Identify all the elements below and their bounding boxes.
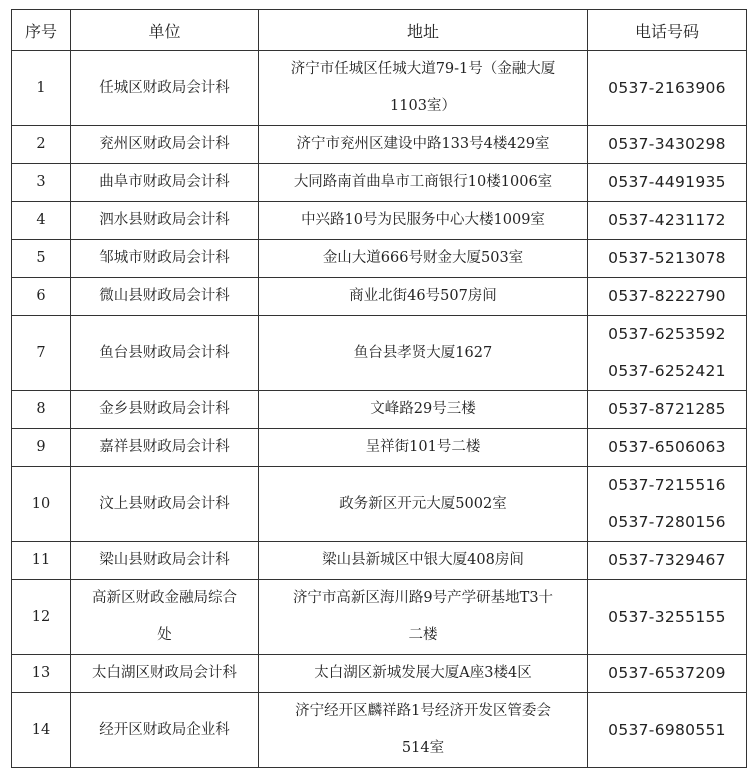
row-unit-line: 处 bbox=[157, 627, 172, 643]
row-address-line: 济宁经开区麟祥路1号经济开发区管委会 bbox=[295, 703, 551, 719]
row-unit-line: 高新区财政金融局综合 bbox=[92, 590, 237, 606]
row-phone-line: 0537-2163906 bbox=[608, 78, 726, 97]
table-row bbox=[12, 580, 747, 655]
row-phone-line: 0537-6252421 bbox=[608, 362, 726, 380]
row-address bbox=[259, 655, 588, 693]
row-unit-line: 梁山县财政局会计科 bbox=[99, 552, 230, 568]
header-unit: 单位 bbox=[71, 10, 259, 51]
row-num: 13 bbox=[12, 655, 71, 693]
row-unit-line: 任城区财政局会计科 bbox=[99, 79, 230, 96]
row-phone bbox=[588, 542, 747, 580]
row-address-line: 金山大道666号财金大厦503室 bbox=[322, 250, 524, 266]
row-phone-line: 0537-8222790 bbox=[608, 287, 726, 305]
row-num: 2 bbox=[12, 126, 71, 164]
row-unit bbox=[71, 655, 259, 693]
row-phone-line: 0537-5213078 bbox=[608, 249, 726, 267]
row-address-line: 大同路南首曲阜市工商银行10楼1006室 bbox=[293, 174, 553, 190]
row-phone-line: 0537-4231172 bbox=[608, 211, 726, 229]
row-address bbox=[259, 126, 588, 164]
row-num: 12 bbox=[12, 580, 71, 655]
table-row bbox=[12, 164, 747, 202]
row-unit bbox=[71, 316, 259, 391]
row-unit-line: 太白湖区财政局会计科 bbox=[92, 665, 237, 681]
row-unit-line: 泗水县财政局会计科 bbox=[99, 212, 230, 228]
row-phone bbox=[588, 693, 747, 768]
row-unit-line: 兖州区财政局会计科 bbox=[99, 136, 230, 152]
row-unit bbox=[71, 126, 259, 164]
row-address bbox=[259, 202, 588, 240]
row-unit-line: 曲阜市财政局会计科 bbox=[99, 174, 230, 190]
header-address: 地址 bbox=[259, 10, 588, 51]
table-row bbox=[12, 278, 747, 316]
row-unit bbox=[71, 278, 259, 316]
row-phone-line: 0537-7215516 bbox=[608, 476, 726, 494]
contacts-table bbox=[11, 9, 747, 768]
row-unit-line: 邹城市财政局会计科 bbox=[99, 250, 230, 266]
row-num: 6 bbox=[12, 278, 71, 316]
table-body bbox=[12, 51, 747, 768]
row-phone-line: 0537-6537209 bbox=[608, 664, 726, 682]
row-address-line: 太白湖区新城发展大厦A座3楼4区 bbox=[314, 665, 532, 681]
table-row bbox=[12, 202, 747, 240]
row-num: 14 bbox=[12, 693, 71, 768]
row-address bbox=[259, 164, 588, 202]
row-unit bbox=[71, 580, 259, 655]
row-address bbox=[259, 391, 588, 429]
row-address bbox=[259, 580, 588, 655]
row-unit bbox=[71, 240, 259, 278]
row-address-line: 政务新区开元大厦5002室 bbox=[339, 495, 507, 512]
table-row bbox=[12, 655, 747, 693]
row-phone bbox=[588, 202, 747, 240]
row-unit bbox=[71, 429, 259, 467]
table-row bbox=[12, 316, 747, 391]
row-unit bbox=[71, 391, 259, 429]
row-phone-line: 0537-6506063 bbox=[608, 438, 726, 456]
row-phone bbox=[588, 580, 747, 655]
row-num: 8 bbox=[12, 391, 71, 429]
row-num: 10 bbox=[12, 467, 71, 542]
row-unit-line: 汶上县财政局会计科 bbox=[99, 495, 230, 512]
row-address-line: 呈祥街101号二楼 bbox=[365, 439, 481, 455]
row-unit-line: 微山县财政局会计科 bbox=[99, 288, 230, 304]
row-phone bbox=[588, 467, 747, 542]
row-address bbox=[259, 467, 588, 542]
row-address-line: 514室 bbox=[401, 740, 445, 756]
header-phone: 电话号码 bbox=[588, 10, 747, 51]
row-phone bbox=[588, 316, 747, 391]
row-num: 1 bbox=[12, 51, 71, 126]
row-unit bbox=[71, 467, 259, 542]
row-phone bbox=[588, 126, 747, 164]
row-phone bbox=[588, 655, 747, 693]
row-unit-line: 嘉祥县财政局会计科 bbox=[99, 439, 230, 455]
table-row bbox=[12, 542, 747, 580]
row-address bbox=[259, 278, 588, 316]
row-phone-line: 0537-4491935 bbox=[608, 173, 726, 191]
row-phone bbox=[588, 278, 747, 316]
row-address-line: 鱼台县孝贤大厦1627 bbox=[353, 344, 493, 361]
row-phone-line: 0537-6980551 bbox=[608, 720, 726, 739]
row-num: 3 bbox=[12, 164, 71, 202]
row-num: 4 bbox=[12, 202, 71, 240]
row-phone bbox=[588, 240, 747, 278]
row-unit bbox=[71, 202, 259, 240]
table-row bbox=[12, 693, 747, 768]
row-phone bbox=[588, 51, 747, 126]
row-address-line: 济宁市高新区海川路9号产学研基地T3十 bbox=[292, 590, 554, 606]
row-address bbox=[259, 316, 588, 391]
table-row bbox=[12, 429, 747, 467]
row-address-line: 济宁市兖州区建设中路133号4楼429室 bbox=[296, 136, 550, 152]
table-row bbox=[12, 126, 747, 164]
table-row bbox=[12, 391, 747, 429]
row-phone-line: 0537-8721285 bbox=[608, 400, 726, 418]
row-address bbox=[259, 240, 588, 278]
table-row bbox=[12, 240, 747, 278]
row-phone-line: 0537-7329467 bbox=[608, 551, 726, 569]
row-unit bbox=[71, 542, 259, 580]
row-address bbox=[259, 542, 588, 580]
row-phone bbox=[588, 164, 747, 202]
row-address-line: 济宁市任城区任城大道79-1号（金融大厦 bbox=[290, 61, 556, 77]
row-phone-line: 0537-3255155 bbox=[608, 607, 726, 626]
row-phone-line: 0537-6253592 bbox=[608, 325, 726, 343]
row-phone bbox=[588, 391, 747, 429]
row-num: 5 bbox=[12, 240, 71, 278]
row-phone-line: 0537-3430298 bbox=[608, 135, 726, 153]
row-unit bbox=[71, 693, 259, 768]
header-row bbox=[12, 10, 747, 51]
row-address-line: 商业北街46号507房间 bbox=[349, 288, 497, 304]
row-num: 9 bbox=[12, 429, 71, 467]
row-num: 7 bbox=[12, 316, 71, 391]
row-address-line: 二楼 bbox=[408, 627, 438, 643]
header-num: 序号 bbox=[12, 10, 71, 51]
row-address-line: 中兴路10号为民服务中心大楼1009室 bbox=[301, 212, 545, 228]
row-phone-line: 0537-7280156 bbox=[608, 513, 726, 531]
row-unit bbox=[71, 51, 259, 126]
row-address-line: 文峰路29号三楼 bbox=[370, 401, 476, 417]
row-address-line: 1103室） bbox=[390, 98, 456, 114]
table-row bbox=[12, 467, 747, 542]
table-row bbox=[12, 51, 747, 126]
row-unit-line: 经开区财政局企业科 bbox=[99, 721, 230, 738]
row-address bbox=[259, 429, 588, 467]
row-unit-line: 鱼台县财政局会计科 bbox=[99, 344, 230, 361]
row-address bbox=[259, 693, 588, 768]
row-address-line: 梁山县新城区中银大厦408房间 bbox=[322, 552, 524, 568]
row-address bbox=[259, 51, 588, 126]
row-num: 11 bbox=[12, 542, 71, 580]
row-phone bbox=[588, 429, 747, 467]
row-unit-line: 金乡县财政局会计科 bbox=[99, 401, 230, 417]
row-unit bbox=[71, 164, 259, 202]
